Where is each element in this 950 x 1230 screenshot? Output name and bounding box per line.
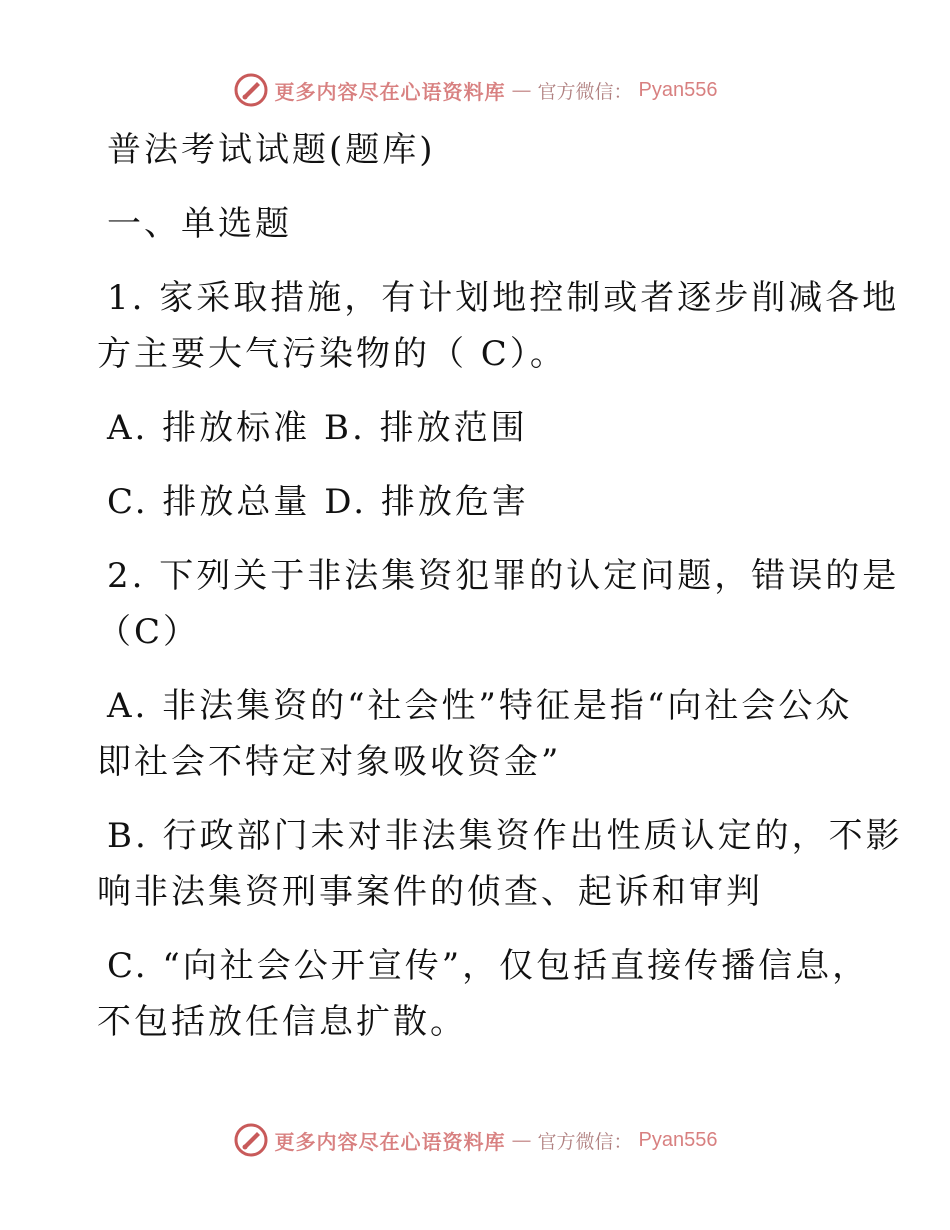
watermark-separator: — xyxy=(511,1128,532,1152)
option-line: C. “向社会公开宣传”，仅包括直接传播信息， xyxy=(107,946,870,986)
section-heading: 一、单选题 xyxy=(107,204,292,244)
option-line: C. 排放总量 D. 排放危害 xyxy=(107,482,529,522)
question-text-line: 方主要大气污染物的（ C）。 xyxy=(97,334,567,374)
header-watermark xyxy=(0,68,950,112)
document-body xyxy=(97,122,903,1050)
option-line: A. 非法集资的“社会性”特征是指“向社会公众 xyxy=(107,686,853,726)
watermark-text: 更多内容尽在心语资料库 xyxy=(274,1129,506,1154)
option-line: 不包括放任信息扩散。 xyxy=(97,1002,467,1042)
page-title: 普法考试试题(题库) xyxy=(107,130,436,170)
wechat-label: 官方微信： xyxy=(537,1130,633,1153)
watermark-text: 更多内容尽在心语资料库 xyxy=(274,79,506,104)
question-text-line: 2. 下列关于非法集资犯罪的认定问题，错误的是 xyxy=(107,556,900,596)
option-line: A. 排放标准 B. 排放范围 xyxy=(107,408,528,448)
footer-watermark xyxy=(0,1118,950,1162)
logo-icon xyxy=(233,72,269,108)
question-text-line: （C） xyxy=(97,612,201,652)
question-2 xyxy=(97,548,903,1050)
watermark-separator: — xyxy=(511,78,532,102)
question-1 xyxy=(97,270,900,530)
wechat-label: 官方微信： xyxy=(537,80,633,103)
option-line: B. 行政部门未对非法集资作出性质认定的，不影 xyxy=(107,816,903,856)
option-line: 即社会不特定对象吸收资金” xyxy=(97,742,562,782)
question-text-line: 1. 家采取措施，有计划地控制或者逐步削减各地 xyxy=(107,278,900,318)
logo-icon xyxy=(233,1122,269,1158)
wechat-id: Pyan556 xyxy=(638,1128,718,1151)
wechat-id: Pyan556 xyxy=(638,78,718,101)
option-line: 响非法集资刑事案件的侦查、起诉和审判 xyxy=(97,872,763,912)
